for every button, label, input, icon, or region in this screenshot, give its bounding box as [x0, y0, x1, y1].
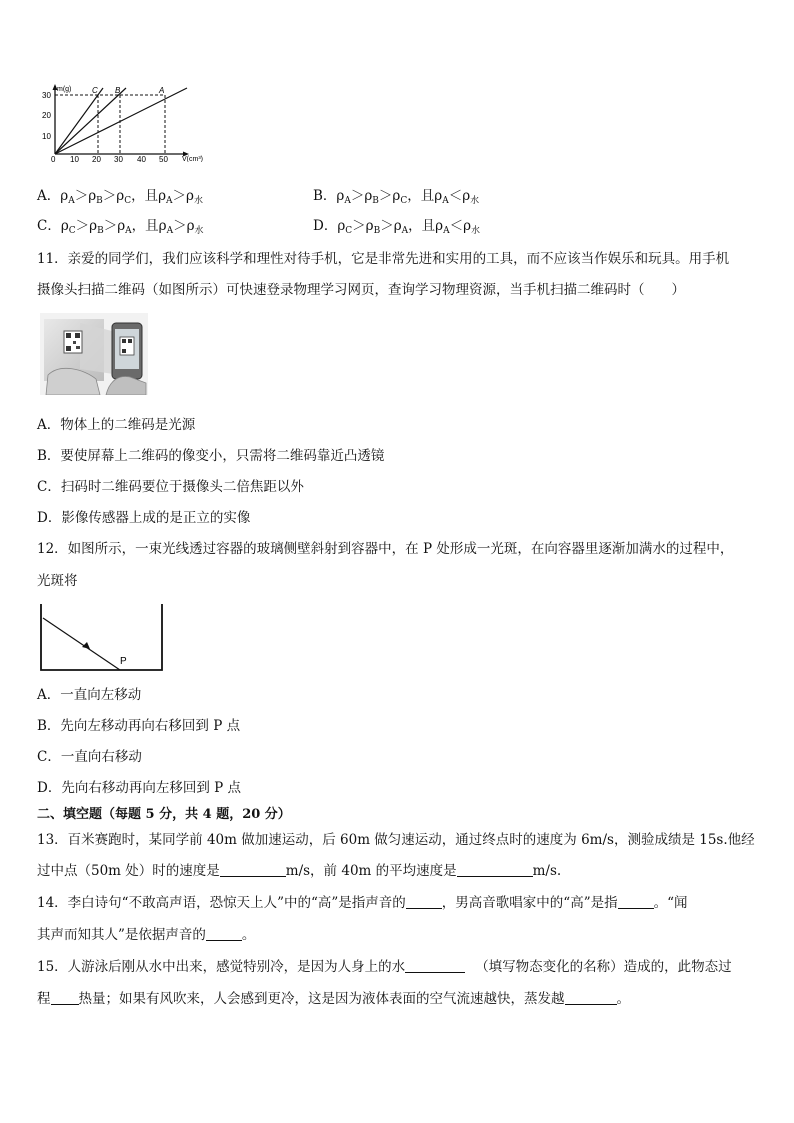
q11-option-a[interactable]: A．物体上的二维码是光源 — [37, 417, 196, 433]
x-tick: 50 — [159, 155, 168, 162]
q14-blank-1[interactable] — [406, 894, 442, 909]
q11-stem-line2: 摄像头扫描二维码（如图所示）可快速登录物理学习网页，查询学习物理资源，当手机扫描二维码时（ ） — [37, 282, 685, 298]
mass-volume-graph — [37, 82, 217, 162]
q15-blank-1[interactable] — [405, 958, 465, 973]
q12-option-c[interactable]: C．一直向右移动 — [37, 749, 142, 765]
y-tick: 10 — [42, 132, 51, 141]
q15-blank-2[interactable] — [51, 990, 79, 1005]
point-p-label: P — [120, 656, 127, 667]
qr-scan-photo — [40, 313, 148, 395]
q14-blank-2[interactable] — [618, 894, 654, 909]
line-b — [55, 88, 126, 154]
q15-stem-line1: 15．人游泳后刚从水中出来，感觉特别冷，是因为人身上的水 （填写物态变化的名称）造成的，此物态过 — [37, 959, 732, 975]
q13-stem-line1: 13．百米赛跑时，某同学前 40m 做加速运动，后 60m 做匀速运动，通过终点时的速度为 6m/s，测验成绩是 15s.他经 — [37, 832, 755, 848]
q11-option-c[interactable]: C．扫码时二维码要位于摄像头二倍焦距以外 — [37, 479, 304, 495]
x-tick: 0 — [51, 155, 56, 162]
q11-option-d[interactable]: D．影像传感器上成的是正立的实像 — [37, 510, 251, 526]
q14-stem-line2: 其声而知其人”是依据声音的 。 — [37, 927, 256, 943]
container-outline — [41, 604, 162, 670]
q10-option-d[interactable]: D．$\rho_C>\rho_B>\rho_A$，且$\rho_A<\rho_水$ — [313, 218, 481, 236]
line-label-c: C — [92, 86, 98, 95]
light-ray — [43, 618, 120, 670]
section-title: 二、填空题（每题 5 分，共 4 题，20 分） — [37, 807, 291, 822]
q13-stem-line2: 过中点（50m 处）时的速度是 m/s，前 40m 的平均速度是 m/s. — [37, 863, 562, 879]
y-tick: 30 — [42, 91, 51, 100]
q15-blank-3[interactable] — [565, 990, 617, 1005]
q12-option-a[interactable]: A．一直向左移动 — [37, 687, 142, 703]
q12-option-b[interactable]: B．先向左移动再向右移回到 P 点 — [37, 718, 241, 734]
q13-blank-1[interactable] — [220, 862, 286, 877]
q10-option-b[interactable]: B．$\rho_A>\rho_B>\rho_C$，且$\rho_A<\rho_水$ — [313, 188, 480, 206]
line-label-a: A — [159, 86, 165, 95]
q10-option-a[interactable]: A．$\rho_A>\rho_B>\rho_C$，且$\rho_A>\rho_水$ — [37, 188, 203, 206]
q14-stem-line1: 14．李白诗句“不敢高声语，恐惊天上人”中的“高”是指声音的 ，男高音歌唱家中的“高”是指 。“闻 — [37, 895, 688, 911]
line-c — [55, 88, 103, 154]
q12-stem-line1: 12．如图所示，一束光线透过容器的玻璃侧壁斜射到容器中，在 P 处形成一光斑，在向容器里逐渐加满水的过程中， — [37, 541, 734, 557]
q11-stem-line1: 11．亲爱的同学们，我们应该科学和理性对待手机，它是非常先进和实用的工具，而不应该当作娱乐和玩具。用手机 — [37, 251, 730, 267]
y-tick: 20 — [42, 111, 51, 120]
x-tick: 30 — [114, 155, 123, 162]
q13-blank-2[interactable] — [457, 862, 533, 877]
q14-blank-3[interactable] — [206, 926, 242, 941]
x-tick: 20 — [92, 155, 101, 162]
container-light-figure — [38, 602, 166, 674]
q12-option-d[interactable]: D．先向右移动再向左移回到 P 点 — [37, 780, 241, 796]
q15-stem-line2: 程 热量；如果有风吹来，人会感到更冷，这是因为液体表面的空气流速越快，蒸发越 。 — [37, 991, 630, 1007]
x-axis-label: V(cm³) — [182, 156, 203, 162]
q10-option-c[interactable]: C．$\rho_C>\rho_B>\rho_A$，且$\rho_A>\rho_水$ — [37, 218, 204, 236]
y-axis-label: m(g) — [57, 86, 72, 93]
x-tick: 10 — [70, 155, 79, 162]
line-a — [55, 88, 187, 154]
line-label-b: B — [115, 86, 121, 95]
q11-option-b[interactable]: B．要使屏幕上二维码的像变小，只需将二维码靠近凸透镜 — [37, 448, 385, 464]
x-tick: 40 — [137, 155, 146, 162]
q12-stem-line2: 光斑将 — [37, 573, 78, 589]
